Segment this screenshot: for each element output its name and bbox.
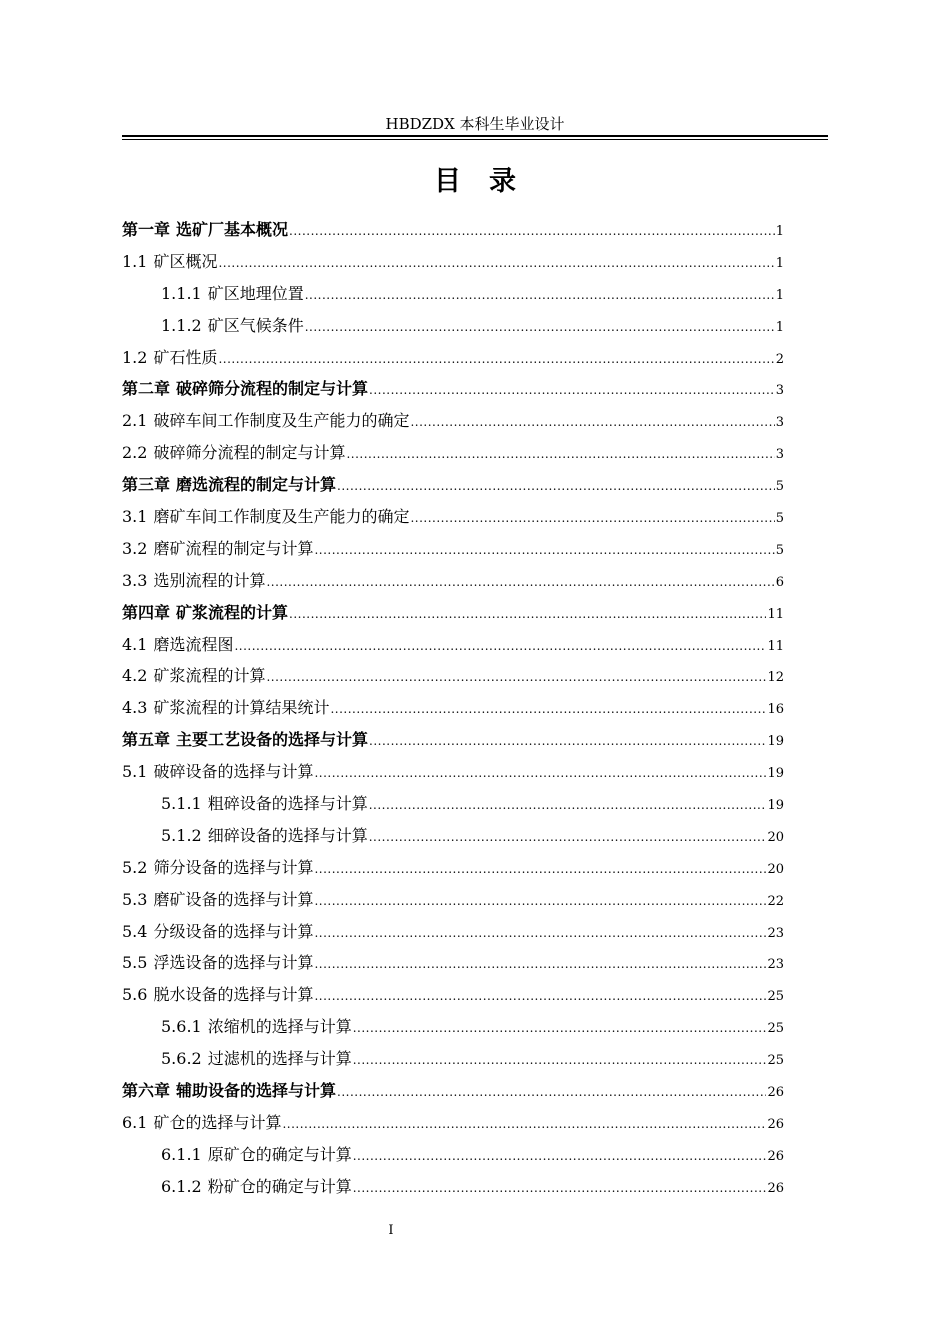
toc-entry-section[interactable] <box>122 947 784 979</box>
toc-entry-sub[interactable] <box>122 1043 784 1075</box>
toc-entry-section[interactable] <box>122 565 784 597</box>
toc-entry-number: 3.1 <box>122 507 148 527</box>
toc-entry-title: 辅助设备的选择与计算 <box>176 1081 337 1101</box>
toc-entry-label <box>122 437 345 469</box>
toc-entry-number: 5.4 <box>122 921 148 941</box>
toc-entry-title: 脱水设备的选择与计算 <box>153 985 314 1005</box>
toc-entry-section[interactable] <box>122 756 784 788</box>
toc-dot-leader <box>282 1109 766 1141</box>
toc-entry-page: 5 <box>775 511 784 527</box>
toc-entry-number: 4.1 <box>122 634 148 654</box>
table-of-contents <box>122 214 784 1203</box>
toc-entry-title: 原矿仓的确定与计算 <box>207 1144 352 1164</box>
toc-entry-page: 25 <box>767 1021 784 1037</box>
toc-entry-title: 破碎车间工作制度及生产能力的确定 <box>153 411 410 431</box>
toc-entry-section[interactable] <box>122 533 784 565</box>
toc-entry-number: 1.1 <box>122 251 148 271</box>
toc-entry-title: 分级设备的选择与计算 <box>153 921 314 941</box>
toc-dot-leader <box>289 599 766 631</box>
toc-title: 目录 <box>434 166 544 197</box>
toc-entry-label <box>122 246 217 278</box>
toc-entry-number: 第二章 <box>122 379 171 399</box>
toc-entry-label <box>122 469 336 501</box>
toc-entry-page: 19 <box>767 798 784 814</box>
toc-entry-label <box>122 501 409 533</box>
toc-entry-title: 选矿厂基本概况 <box>176 220 289 239</box>
toc-entry-label <box>161 1011 352 1043</box>
toc-entry-title: 矿浆流程的计算 <box>176 602 289 622</box>
toc-entry-label <box>122 342 217 374</box>
toc-entry-page: 23 <box>767 957 784 973</box>
toc-entry-label <box>122 597 288 629</box>
toc-entry-chapter[interactable] <box>122 597 784 629</box>
toc-entry-label <box>122 852 313 884</box>
toc-entry-title: 选别流程的计算 <box>153 570 266 590</box>
toc-entry-title: 矿区概况 <box>153 251 218 271</box>
toc-entry-title: 过滤机的选择与计算 <box>207 1049 352 1069</box>
toc-entry-page: 22 <box>767 893 784 909</box>
toc-entry-number: 5.6.1 <box>161 1017 202 1037</box>
toc-entry-label <box>122 916 313 948</box>
toc-entry-page: 11 <box>767 606 784 622</box>
toc-entry-title: 主要工艺设备的选择与计算 <box>176 730 369 750</box>
toc-dot-leader <box>330 694 766 726</box>
toc-dot-leader <box>353 1013 767 1045</box>
toc-entry-title: 浮选设备的选择与计算 <box>153 953 314 973</box>
toc-entry-number: 3.2 <box>122 538 148 558</box>
toc-entry-label <box>122 1107 281 1139</box>
toc-entry-page: 1 <box>775 319 784 335</box>
toc-entry-number: 第四章 <box>122 602 171 622</box>
toc-entry-title: 磨选流程的制定与计算 <box>176 475 337 495</box>
toc-entry-title: 筛分设备的选择与计算 <box>153 857 314 877</box>
toc-entry-page: 26 <box>767 1148 784 1164</box>
toc-entry-chapter[interactable] <box>122 1075 784 1107</box>
toc-entry-section[interactable] <box>122 692 784 724</box>
toc-dot-leader <box>314 535 774 567</box>
toc-entry-page: 19 <box>767 766 784 782</box>
toc-dot-leader <box>314 886 766 918</box>
toc-entry-section[interactable] <box>122 884 784 916</box>
toc-entry-label <box>122 373 368 405</box>
toc-entry-title: 矿浆流程的计算 <box>153 666 266 686</box>
toc-entry-title: 浓缩机的选择与计算 <box>207 1017 352 1037</box>
toc-dot-leader <box>369 375 775 407</box>
toc-entry-sub[interactable] <box>122 788 784 820</box>
toc-entry-number: 5.6 <box>122 985 148 1005</box>
toc-entry-page: 3 <box>775 447 784 463</box>
toc-entry-page: 20 <box>767 829 784 845</box>
toc-entry-label <box>122 565 265 597</box>
toc-entry-page: 12 <box>767 670 784 686</box>
toc-entry-label <box>161 1043 352 1075</box>
toc-entry-number: 2.1 <box>122 411 148 431</box>
toc-entry-label <box>122 214 288 246</box>
toc-entry-page: 26 <box>767 1085 784 1101</box>
toc-entry-title: 矿仓的选择与计算 <box>153 1112 282 1132</box>
toc-entry-number: 4.3 <box>122 698 148 718</box>
toc-entry-number: 1.2 <box>122 347 148 367</box>
toc-entry-title: 磨选流程图 <box>153 634 234 654</box>
toc-entry-sub[interactable] <box>122 820 784 852</box>
toc-entry-page: 11 <box>767 638 784 654</box>
toc-dot-leader <box>346 439 774 471</box>
toc-dot-leader <box>234 631 766 663</box>
toc-entry-label <box>161 788 368 820</box>
toc-dot-leader <box>314 854 766 886</box>
toc-entry-label <box>122 660 265 692</box>
toc-entry-sub[interactable] <box>122 1139 784 1171</box>
toc-entry-number: 6.1.2 <box>161 1176 202 1196</box>
toc-dot-leader <box>369 822 767 854</box>
toc-entry-number: 4.2 <box>122 666 148 686</box>
toc-entry-number: 5.1 <box>122 762 148 782</box>
toc-dot-leader <box>410 407 774 439</box>
toc-entry-page: 6 <box>775 574 784 590</box>
toc-entry-section[interactable] <box>122 660 784 692</box>
toc-entry-number: 5.1.2 <box>161 825 202 845</box>
toc-entry-title: 矿区地理位置 <box>207 283 304 303</box>
toc-entry-title: 矿石性质 <box>153 347 218 367</box>
toc-entry-section[interactable] <box>122 979 784 1011</box>
toc-entry-page: 25 <box>767 989 784 1005</box>
toc-dot-leader <box>218 344 774 376</box>
toc-entry-sub[interactable] <box>122 278 784 310</box>
toc-entry-chapter[interactable] <box>122 724 784 756</box>
toc-entry-title: 磨矿流程的制定与计算 <box>153 538 314 558</box>
toc-entry-section[interactable] <box>122 342 784 374</box>
toc-entry-section[interactable] <box>122 246 784 278</box>
header-rule-thick <box>122 135 828 137</box>
toc-entry-page: 19 <box>767 734 784 750</box>
toc-entry-title: 粗碎设备的选择与计算 <box>207 794 368 814</box>
toc-entry-label <box>161 1139 352 1171</box>
toc-entry-number: 5.1.1 <box>161 794 202 814</box>
toc-entry-number: 5.3 <box>122 889 148 909</box>
toc-dot-leader <box>337 1077 766 1109</box>
toc-dot-leader <box>266 567 774 599</box>
toc-entry-number: 6.1.1 <box>161 1144 202 1164</box>
toc-entry-label <box>161 1171 352 1203</box>
toc-entry-label <box>122 629 233 661</box>
toc-dot-leader <box>369 726 766 758</box>
toc-entry-number: 第六章 <box>122 1081 171 1101</box>
toc-entry-number: 5.5 <box>122 953 148 973</box>
page-number: I <box>388 1223 394 1238</box>
toc-dot-leader <box>369 790 767 822</box>
toc-entry-label <box>122 947 313 979</box>
toc-entry-number: 第一章 <box>122 220 171 239</box>
toc-entry-title: 粉矿仓的确定与计算 <box>207 1176 352 1196</box>
header-rule-thin <box>122 139 828 140</box>
toc-entry-number: 6.1 <box>122 1112 148 1132</box>
toc-entry-label <box>161 820 368 852</box>
toc-dot-leader <box>337 471 775 503</box>
toc-entry-title: 磨矿车间工作制度及生产能力的确定 <box>153 507 410 527</box>
toc-entry-page: 5 <box>775 542 784 558</box>
toc-entry-number: 2.2 <box>122 443 148 463</box>
toc-entry-section[interactable] <box>122 1107 784 1139</box>
page-header: HBDZDX 本科生毕业设计 <box>385 115 565 133</box>
toc-entry-page: 5 <box>775 479 784 495</box>
toc-dot-leader <box>314 949 766 981</box>
toc-entry-label <box>122 533 313 565</box>
toc-entry-page: 1 <box>775 255 784 271</box>
toc-dot-leader <box>266 662 766 694</box>
toc-entry-number: 3.3 <box>122 570 148 590</box>
toc-entry-title: 破碎筛分流程的制定与计算 <box>176 379 369 399</box>
toc-entry-section[interactable] <box>122 629 784 661</box>
toc-dot-leader <box>314 758 766 790</box>
toc-entry-title: 矿浆流程的计算结果统计 <box>153 698 330 718</box>
toc-entry-page: 23 <box>767 925 784 941</box>
toc-entry-page: 16 <box>767 702 784 718</box>
toc-entry-section[interactable] <box>122 501 784 533</box>
toc-entry-page: 2 <box>775 351 784 367</box>
toc-dot-leader <box>353 1173 767 1205</box>
toc-entry-page: 26 <box>767 1180 784 1196</box>
toc-dot-leader <box>218 248 774 280</box>
toc-entry-number: 5.2 <box>122 857 148 877</box>
toc-entry-page: 20 <box>767 861 784 877</box>
toc-entry-label <box>122 692 329 724</box>
toc-dot-leader <box>410 503 774 535</box>
toc-entry-page: 1 <box>775 224 784 239</box>
toc-entry-label <box>122 979 313 1011</box>
toc-entry-sub[interactable] <box>122 1011 784 1043</box>
toc-dot-leader <box>314 981 766 1013</box>
toc-dot-leader <box>314 918 766 950</box>
toc-entry-title: 细碎设备的选择与计算 <box>207 825 368 845</box>
toc-dot-leader <box>353 1141 767 1173</box>
toc-entry-page: 25 <box>767 1053 784 1069</box>
toc-entry-section[interactable] <box>122 852 784 884</box>
toc-entry-label <box>161 310 304 342</box>
toc-entry-chapter[interactable] <box>122 373 784 405</box>
toc-entry-number: 第五章 <box>122 730 171 750</box>
toc-entry-title: 破碎筛分流程的制定与计算 <box>153 443 346 463</box>
toc-entry-title: 矿区气候条件 <box>207 315 304 335</box>
toc-entry-label <box>122 756 313 788</box>
toc-entry-chapter[interactable] <box>122 214 784 246</box>
toc-entry-number: 5.6.2 <box>161 1049 202 1069</box>
toc-entry-label <box>122 884 313 916</box>
toc-entry-label <box>161 278 304 310</box>
toc-entry-page: 3 <box>775 415 784 431</box>
toc-entry-number: 1.1.2 <box>161 315 202 335</box>
toc-entry-section[interactable] <box>122 405 784 437</box>
toc-entry-sub[interactable] <box>122 310 784 342</box>
toc-entry-number: 第三章 <box>122 475 171 495</box>
toc-entry-title: 破碎设备的选择与计算 <box>153 762 314 782</box>
toc-dot-leader <box>305 312 775 344</box>
toc-dot-leader <box>305 280 775 312</box>
toc-entry-page: 1 <box>775 287 784 303</box>
toc-entry-page: 3 <box>775 383 784 399</box>
toc-entry-title: 磨矿设备的选择与计算 <box>153 889 314 909</box>
toc-entry-number: 1.1.1 <box>161 283 202 303</box>
toc-entry-page: 26 <box>767 1116 784 1132</box>
toc-entry-label <box>122 1075 336 1107</box>
toc-entry-label <box>122 405 409 437</box>
toc-entry-section[interactable] <box>122 437 784 469</box>
toc-dot-leader <box>353 1045 767 1077</box>
toc-entry-sub[interactable] <box>122 1171 784 1203</box>
toc-dot-leader <box>289 216 775 248</box>
toc-entry-label <box>122 724 368 756</box>
toc-entry-chapter[interactable] <box>122 469 784 501</box>
toc-entry-section[interactable] <box>122 916 784 948</box>
